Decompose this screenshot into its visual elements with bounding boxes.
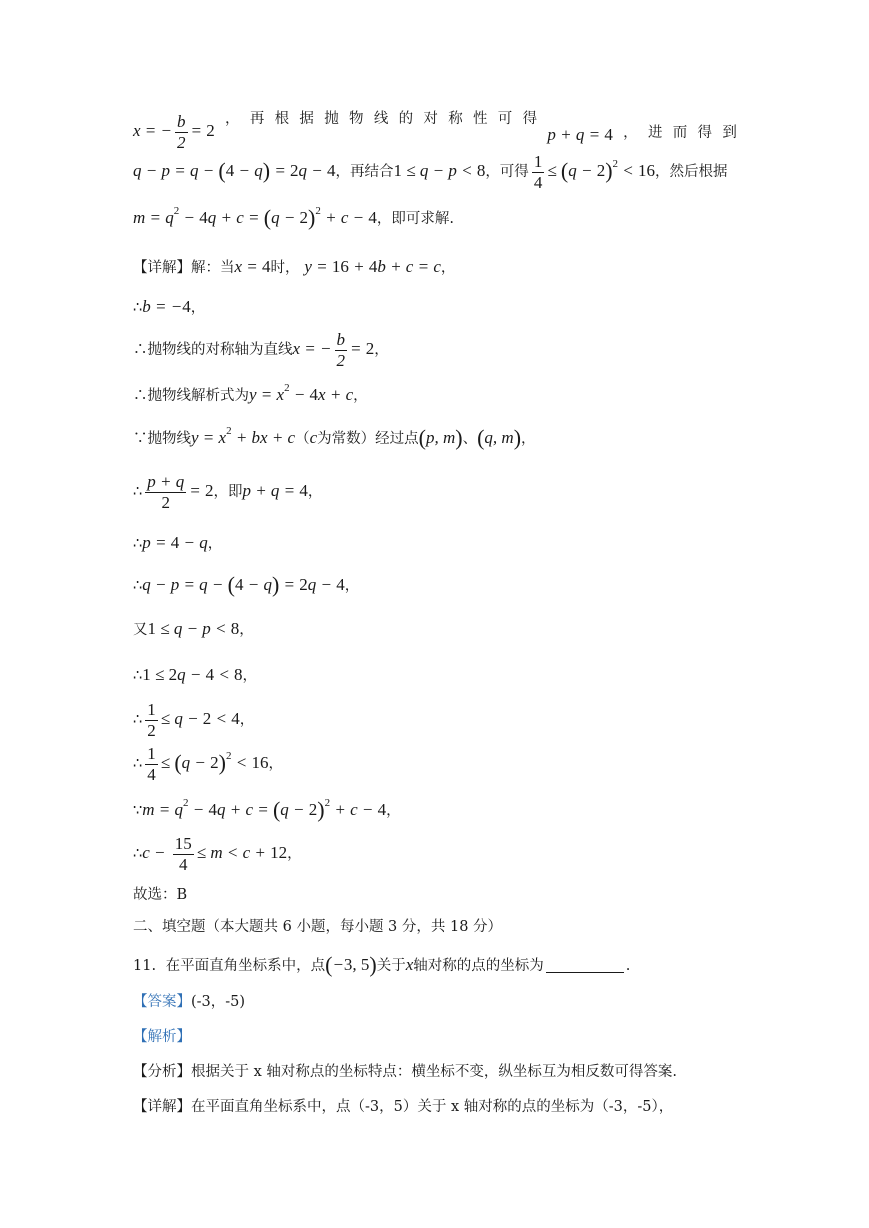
detail-line: 【详解】解：当x = 4时， y = 16 + 4b + c = c，: [133, 257, 456, 276]
step-ineq2: ∴ $\frac{1}{2}$ ≤ q − 2 < 4，: [133, 700, 255, 740]
analysis-line-1: x = − $\frac{b}{2}$ = 2 ， 再 根 据 抛 物 线 的 对 称 性 可 得 p + q = 4 ， 进 而 得 到: [133, 111, 737, 152]
answer-value: (-3，-5): [191, 994, 246, 1010]
step-ineq1: ∴1 ≤ 2q − 4 < 8，: [133, 665, 258, 684]
step-range: ∴c − $\frac{15}{4}$ ≤ m < c + 12，: [133, 834, 302, 874]
step-p: ∴p = 4 − q，: [133, 533, 223, 552]
step-m: ∵m = $q^2 - 4q + c = (q - 2)^2 + c - 4$，: [133, 797, 401, 822]
step-sum: ∴ $\frac{p + q}{2}$ = 2，即p + q = 4，: [133, 472, 323, 512]
analysis-text: 【分析】根据关于 x 轴对称点的坐标特点：横坐标不变，纵坐标互为相反数可得答案.: [133, 1064, 678, 1080]
step-pass: ∵抛物线$y = x^2$ + bx + c（c为常数）经过点(p, m)、(q, m)，: [133, 425, 536, 450]
step-diff: ∴q − p = q − (4 − q) = 2q − 4，: [133, 572, 360, 597]
analysis-line-2: q − p = q − (4 − q) = 2q − 4，再结合1 ≤ q − p < 8，可得 $\frac{1}{4}$ ≤ $(q - 2)^2 < 16$，然后根据: [133, 152, 728, 192]
step-expr: ∴抛物线解析式为$y = x^2 - 4x + c$，: [133, 382, 368, 404]
step-ineq3: ∴ $\frac{1}{4}$ ≤ $(q - 2)^2 < 16$，: [133, 744, 283, 784]
formula-axis: x = − $\frac{b}{2}$ = 2: [133, 112, 215, 152]
answer-blank: [546, 972, 624, 973]
step-b: ∴b = −4，: [133, 297, 206, 316]
step-again: 又1 ≤ q − p < 8，: [133, 619, 254, 638]
answer-tag: 【答案】: [133, 994, 191, 1010]
detail-text: 【详解】在平面直角坐标系中，点（-3，5）关于 x 轴对称的点的坐标为（-3，-5），: [133, 1099, 674, 1115]
step-axis: ∴抛物线的对称轴为直线x = − $\frac{b}{2}$ = 2，: [133, 330, 389, 370]
analysis-line-3: $m = q^2 - 4q + c = (q - 2)^2 + c - 4$，即可求解.: [133, 205, 454, 230]
answer-choice: 故选：B: [133, 887, 188, 903]
analysis-tag: 【解析】: [133, 1029, 191, 1045]
question-11: 11. 在平面直角坐标系中，点(−3, 5)关于x轴对称的点的坐标为 .: [133, 952, 631, 977]
section-heading: 二、填空题（本大题共 6 小题，每小题 3 分，共 18 分）: [133, 919, 503, 935]
answer-line: [133, 994, 245, 1010]
